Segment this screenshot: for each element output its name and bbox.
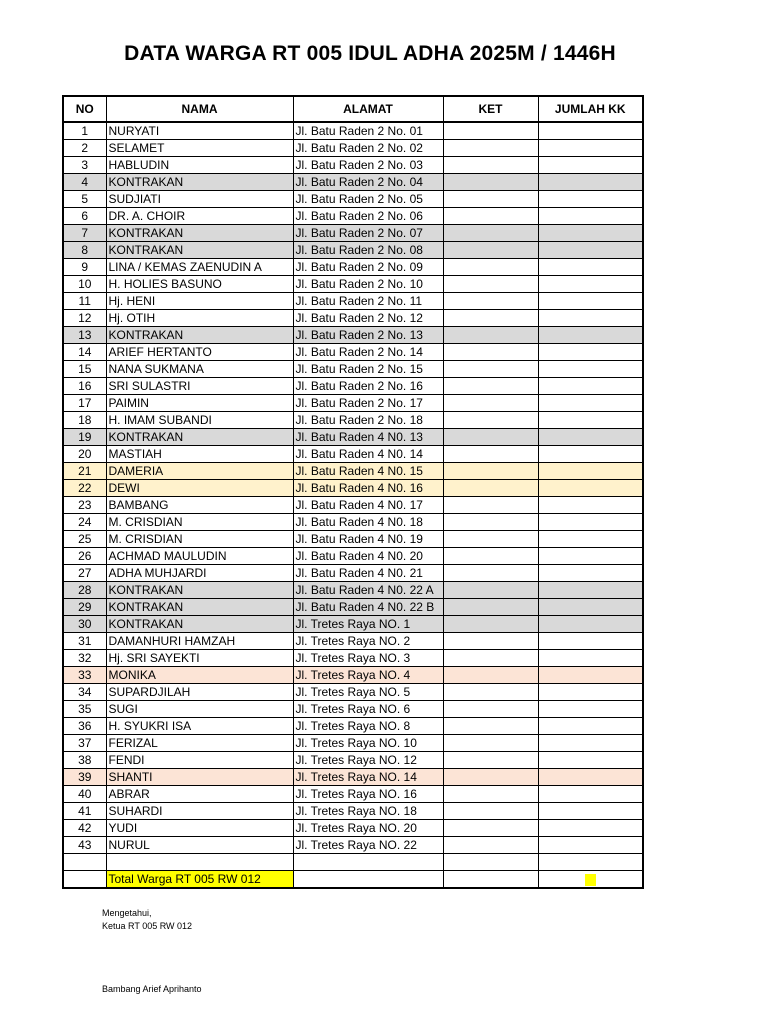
cell-ket [443,122,538,140]
cell-alamat: Jl. Batu Raden 2 No. 13 [293,327,443,344]
table-row [63,565,643,582]
cell-ket [443,361,538,378]
table-row [63,752,643,769]
cell-jumlah-kk [538,837,643,854]
cell-jumlah-kk [538,548,643,565]
cell-jumlah-kk [538,310,643,327]
header-ket: KET [443,96,538,122]
cell-alamat: Jl. Tretes Raya NO. 6 [293,701,443,718]
cell-no: 7 [63,225,106,242]
cell-nama: ADHA MUHJARDI [106,565,293,582]
cell-alamat: Jl. Tretes Raya NO. 2 [293,633,443,650]
cell-nama: YUDI [106,820,293,837]
cell-no: 30 [63,616,106,633]
footer-signature-name: Bambang Arief Aprihanto [102,984,202,994]
cell-nama: BAMBANG [106,497,293,514]
cell-jumlah-kk [538,497,643,514]
table-row [63,429,643,446]
cell-jumlah-kk [538,667,643,684]
cell-alamat: Jl. Tretes Raya NO. 14 [293,769,443,786]
cell-no: 28 [63,582,106,599]
cell-ket [443,225,538,242]
table-row [63,837,643,854]
cell-nama: DR. A. CHOIR [106,208,293,225]
cell-no: 35 [63,701,106,718]
cell-jumlah-kk [538,259,643,276]
cell-no: 26 [63,548,106,565]
cell-no: 3 [63,157,106,174]
cell-nama: M. CRISDIAN [106,531,293,548]
cell-alamat: Jl. Batu Raden 2 No. 16 [293,378,443,395]
cell-nama: SUHARDI [106,803,293,820]
table-row [63,191,643,208]
cell-no: 42 [63,820,106,837]
cell-alamat: Jl. Batu Raden 4 N0. 22 A [293,582,443,599]
cell-ket [443,565,538,582]
table-row [63,531,643,548]
table-row [63,412,643,429]
cell-nama: M. CRISDIAN [106,514,293,531]
table-header-row [63,96,643,122]
cell-no: 27 [63,565,106,582]
cell-ket [443,752,538,769]
cell-no: 18 [63,412,106,429]
cell-nama: MONIKA [106,667,293,684]
cell-ket [443,650,538,667]
cell-nama: KONTRAKAN [106,582,293,599]
table-row [63,497,643,514]
cell-nama: MASTIAH [106,446,293,463]
cell-jumlah-kk [538,565,643,582]
cell-nama: FERIZAL [106,735,293,752]
cell-nama: SUDJIATI [106,191,293,208]
cell-ket [443,293,538,310]
cell-jumlah-kk [538,633,643,650]
cell-jumlah-kk [538,582,643,599]
cell-ket [443,531,538,548]
cell-no: 38 [63,752,106,769]
cell-nama: Hj. SRI SAYEKTI [106,650,293,667]
cell-jumlah-kk [538,378,643,395]
cell-ket [443,463,538,480]
cell-jumlah-kk [538,616,643,633]
cell-ket [443,837,538,854]
total-label: Total Warga RT 005 RW 012 [107,871,293,887]
table-row [63,293,643,310]
cell-ket [443,514,538,531]
cell-nama: KONTRAKAN [106,429,293,446]
cell-jumlah-kk [538,701,643,718]
cell-ket [443,327,538,344]
cell-no: 37 [63,735,106,752]
cell-no: 31 [63,633,106,650]
cell-alamat: Jl. Batu Raden 2 No. 14 [293,344,443,361]
cell-alamat: Jl. Batu Raden 2 No. 11 [293,293,443,310]
cell-jumlah-kk [538,446,643,463]
cell-jumlah-kk [538,463,643,480]
cell-no: 12 [63,310,106,327]
cell-no: 39 [63,769,106,786]
page-title: DATA WARGA RT 005 IDUL ADHA 2025M / 1446H [124,42,616,65]
cell-no: 43 [63,837,106,854]
cell-no: 9 [63,259,106,276]
cell-no: 22 [63,480,106,497]
cell-ket [443,548,538,565]
table-row [63,242,643,259]
cell-alamat: Jl. Tretes Raya NO. 22 [293,837,443,854]
cell-no: 10 [63,276,106,293]
table-row [63,378,643,395]
cell-no: 13 [63,327,106,344]
table-row [63,174,643,191]
cell-jumlah-kk [538,752,643,769]
cell-ket [443,412,538,429]
cell-alamat: Jl. Batu Raden 2 No. 07 [293,225,443,242]
table-row [63,769,643,786]
header-alamat: ALAMAT [293,96,443,122]
cell-nama: HABLUDIN [106,157,293,174]
cell-ket [443,446,538,463]
cell-nama: LINA / KEMAS ZAENUDIN A [106,259,293,276]
cell-jumlah-kk [538,820,643,837]
cell-no: 34 [63,684,106,701]
cell-alamat: Jl. Batu Raden 2 No. 17 [293,395,443,412]
cell-nama: SHANTI [106,769,293,786]
cell-no: 19 [63,429,106,446]
cell-nama: KONTRAKAN [106,599,293,616]
table-row [63,225,643,242]
cell-ket [443,820,538,837]
cell-no: 29 [63,599,106,616]
cell-no: 16 [63,378,106,395]
cell-ket [443,616,538,633]
cell-no: 25 [63,531,106,548]
cell-ket [443,310,538,327]
cell-nama: KONTRAKAN [106,616,293,633]
cell-ket [443,480,538,497]
table-row [63,650,643,667]
cell-nama: DAMERIA [106,463,293,480]
cell-nama: Hj. OTIH [106,310,293,327]
table-row [63,446,643,463]
cell-nama: H. SYUKRI ISA [106,718,293,735]
total-row [63,871,643,889]
cell-nama: ARIEF HERTANTO [106,344,293,361]
cell-alamat: Jl. Batu Raden 4 N0. 20 [293,548,443,565]
cell-alamat: Jl. Batu Raden 2 No. 01 [293,122,443,140]
cell-nama: SUGI [106,701,293,718]
cell-nama: H. HOLIES BASUNO [106,276,293,293]
cell-no: 14 [63,344,106,361]
cell-no: 41 [63,803,106,820]
cell-jumlah-kk [538,735,643,752]
cell-no: 21 [63,463,106,480]
cell-alamat: Jl. Tretes Raya NO. 20 [293,820,443,837]
table-row [63,616,643,633]
cell-ket [443,667,538,684]
cell-no: 20 [63,446,106,463]
cell-jumlah-kk [538,803,643,820]
cell-ket [443,174,538,191]
cell-alamat: Jl. Batu Raden 4 N0. 13 [293,429,443,446]
cell-jumlah-kk [538,140,643,157]
cell-alamat: Jl. Batu Raden 2 No. 18 [293,412,443,429]
cell-jumlah-kk [538,361,643,378]
header-jumlah-kk: JUMLAH KK [538,96,643,122]
cell-no: 24 [63,514,106,531]
cell-alamat: Jl. Batu Raden 2 No. 15 [293,361,443,378]
cell-alamat: Jl. Batu Raden 4 N0. 21 [293,565,443,582]
cell-ket [443,208,538,225]
total-jumlah-kk-highlight [585,874,596,886]
table-row [63,582,643,599]
blank-row [63,854,643,871]
cell-no: 32 [63,650,106,667]
cell-jumlah-kk [538,174,643,191]
cell-ket [443,191,538,208]
table-row [63,480,643,497]
table-row [63,735,643,752]
cell-alamat: Jl. Batu Raden 2 No. 10 [293,276,443,293]
table-row [63,718,643,735]
cell-alamat: Jl. Batu Raden 2 No. 12 [293,310,443,327]
cell-nama: NANA SUKMANA [106,361,293,378]
cell-alamat: Jl. Tretes Raya NO. 12 [293,752,443,769]
table-row [63,208,643,225]
cell-no: 17 [63,395,106,412]
cell-alamat: Jl. Batu Raden 2 No. 04 [293,174,443,191]
cell-alamat: Jl. Tretes Raya NO. 16 [293,786,443,803]
cell-alamat: Jl. Tretes Raya NO. 5 [293,684,443,701]
cell-jumlah-kk [538,395,643,412]
cell-ket [443,140,538,157]
cell-jumlah-kk [538,429,643,446]
table-row [63,514,643,531]
cell-no: 5 [63,191,106,208]
cell-jumlah-kk [538,480,643,497]
cell-no: 36 [63,718,106,735]
table-row [63,684,643,701]
table-row [63,701,643,718]
cell-jumlah-kk [538,276,643,293]
cell-no: 23 [63,497,106,514]
cell-ket [443,157,538,174]
cell-jumlah-kk [538,293,643,310]
cell-alamat: Jl. Batu Raden 4 N0. 22 B [293,599,443,616]
cell-no: 33 [63,667,106,684]
cell-jumlah-kk [538,786,643,803]
cell-ket [443,242,538,259]
table-row [63,633,643,650]
footer-ketua: Ketua RT 005 RW 012 [102,921,193,931]
table-row [63,803,643,820]
cell-no: 6 [63,208,106,225]
cell-nama: NURYATI [106,122,293,140]
cell-nama: KONTRAKAN [106,174,293,191]
cell-ket [443,429,538,446]
total-label-cell [106,871,293,889]
cell-alamat: Jl. Batu Raden 4 N0. 17 [293,497,443,514]
cell-nama: KONTRAKAN [106,225,293,242]
table-row [63,599,643,616]
cell-alamat: Jl. Tretes Raya NO. 18 [293,803,443,820]
cell-no: 15 [63,361,106,378]
cell-nama: ACHMAD MAULUDIN [106,548,293,565]
table-row [63,310,643,327]
cell-alamat: Jl. Batu Raden 2 No. 02 [293,140,443,157]
cell-nama: KONTRAKAN [106,242,293,259]
cell-ket [443,718,538,735]
cell-nama: SRI SULASTRI [106,378,293,395]
table-row [63,140,643,157]
cell-jumlah-kk [538,225,643,242]
table-row [63,276,643,293]
cell-alamat: Jl. Batu Raden 2 No. 03 [293,157,443,174]
cell-alamat: Jl. Batu Raden 4 N0. 18 [293,514,443,531]
cell-alamat: Jl. Batu Raden 2 No. 09 [293,259,443,276]
footer-mengetahui: Mengetahui, [102,908,152,918]
warga-table [62,95,644,889]
table-body [63,122,643,888]
cell-ket [443,378,538,395]
cell-jumlah-kk [538,514,643,531]
cell-ket [443,803,538,820]
cell-jumlah-kk [538,412,643,429]
cell-ket [443,582,538,599]
header-nama: NAMA [106,96,293,122]
cell-no: 2 [63,140,106,157]
table-row [63,344,643,361]
cell-no: 1 [63,122,106,140]
cell-jumlah-kk [538,191,643,208]
table-row [63,361,643,378]
cell-jumlah-kk [538,122,643,140]
cell-alamat: Jl. Tretes Raya NO. 4 [293,667,443,684]
cell-no: 11 [63,293,106,310]
table-row [63,786,643,803]
table-row [63,463,643,480]
cell-ket [443,701,538,718]
cell-ket [443,344,538,361]
total-jumlah-kk-cell [538,871,643,889]
cell-ket [443,395,538,412]
cell-ket [443,633,538,650]
cell-jumlah-kk [538,718,643,735]
cell-ket [443,769,538,786]
cell-ket [443,497,538,514]
cell-alamat: Jl. Batu Raden 2 No. 05 [293,191,443,208]
cell-no: 4 [63,174,106,191]
cell-jumlah-kk [538,684,643,701]
cell-jumlah-kk [538,650,643,667]
table-row [63,157,643,174]
cell-alamat: Jl. Tretes Raya NO. 10 [293,735,443,752]
cell-nama: H. IMAM SUBANDI [106,412,293,429]
table-row [63,395,643,412]
header-no: NO [63,96,106,122]
table-row [63,327,643,344]
cell-alamat: Jl. Batu Raden 4 N0. 15 [293,463,443,480]
cell-jumlah-kk [538,157,643,174]
cell-alamat: Jl. Batu Raden 4 N0. 14 [293,446,443,463]
cell-jumlah-kk [538,327,643,344]
cell-alamat: Jl. Tretes Raya NO. 1 [293,616,443,633]
cell-no: 8 [63,242,106,259]
cell-nama: ABRAR [106,786,293,803]
cell-alamat: Jl. Batu Raden 4 N0. 19 [293,531,443,548]
cell-alamat: Jl. Batu Raden 4 N0. 16 [293,480,443,497]
cell-ket [443,599,538,616]
table-row [63,548,643,565]
cell-nama: SELAMET [106,140,293,157]
cell-nama: KONTRAKAN [106,327,293,344]
cell-nama: Hj. HENI [106,293,293,310]
cell-ket [443,786,538,803]
cell-jumlah-kk [538,599,643,616]
cell-alamat: Jl. Batu Raden 2 No. 08 [293,242,443,259]
cell-nama: DAMANHURI HAMZAH [106,633,293,650]
cell-ket [443,684,538,701]
cell-nama: DEWI [106,480,293,497]
cell-ket [443,735,538,752]
table-row [63,122,643,140]
cell-nama: SUPARDJILAH [106,684,293,701]
table-row [63,667,643,684]
cell-jumlah-kk [538,208,643,225]
cell-jumlah-kk [538,531,643,548]
cell-no: 40 [63,786,106,803]
cell-jumlah-kk [538,769,643,786]
cell-alamat: Jl. Batu Raden 2 No. 06 [293,208,443,225]
cell-ket [443,276,538,293]
cell-jumlah-kk [538,242,643,259]
cell-nama: FENDI [106,752,293,769]
cell-nama: PAIMIN [106,395,293,412]
table-row [63,259,643,276]
cell-jumlah-kk [538,344,643,361]
table-row [63,820,643,837]
cell-nama: NURUL [106,837,293,854]
cell-ket [443,259,538,276]
cell-alamat: Jl. Tretes Raya NO. 3 [293,650,443,667]
cell-alamat: Jl. Tretes Raya NO. 8 [293,718,443,735]
